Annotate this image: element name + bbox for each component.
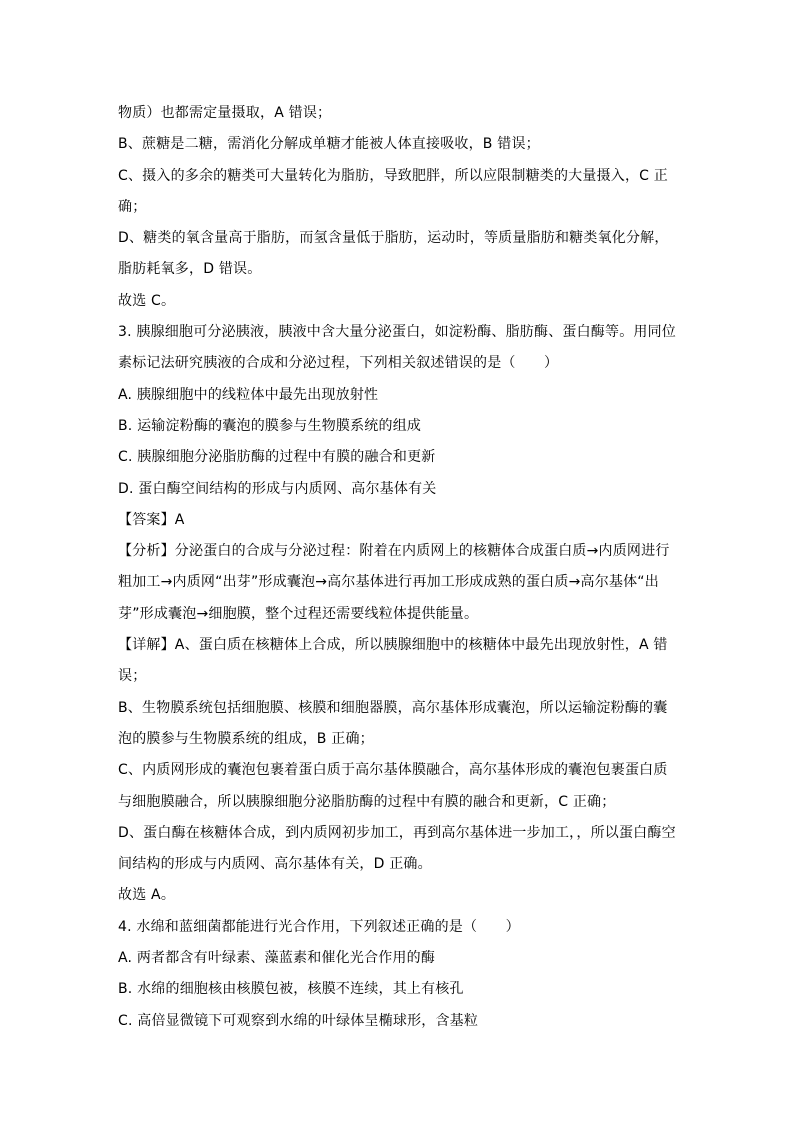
explanation-line: B、生物膜系统包括细胞膜、核膜和细胞器膜，高尔基体形成囊泡，所以运输淀粉酶的囊 — [118, 699, 668, 716]
explanation-line: 【详解】A、蛋白质在核糖体上合成，所以胰腺细胞中的核糖体中最先出现放射性，A 错 — [118, 637, 668, 654]
text-line: C、摄入的多余的糖类可大量转化为脂肪，导致肥胖，所以应限制糖类的大量摄入，C 正 — [118, 167, 668, 184]
explanation-line: 误； — [118, 668, 147, 685]
explanation-line: 间结构的形成与内质网、高尔基体有关，D 正确。 — [118, 856, 432, 873]
explanation-line: 与细胞膜融合，所以胰腺细胞分泌脂肪酶的过程中有膜的融合和更新，C 正确； — [118, 793, 616, 810]
option-c: C. 胰腺细胞分泌脂肪酶的过程中有膜的融合和更新 — [118, 449, 436, 466]
text-line: 确； — [118, 198, 147, 215]
text-line: 故选 C。 — [118, 292, 176, 309]
explanation-line: 泡的膜参与生物膜系统的组成，B 正确； — [118, 730, 374, 747]
text-line: D、糖类的氧含量高于脂肪，而氢含量低于脂肪，运动时，等质量脂肪和糖类氧化分解， — [118, 230, 669, 247]
question-stem-line: 3. 胰腺细胞可分泌胰液，胰液中含大量分泌蛋白，如淀粉酶、脂肪酶、蛋白酶等。用同位 — [118, 324, 677, 341]
option-a: A. 胰腺细胞中的线粒体中最先出现放射性 — [118, 386, 379, 403]
explanation-line: C、内质网形成的囊泡包裹着蛋白质于高尔基体膜融合，高尔基体形成的囊泡包裹蛋白质 — [118, 762, 668, 779]
option-b: B. 运输淀粉酶的囊泡的膜参与生物膜系统的组成 — [118, 417, 422, 434]
document-body — [118, 98, 680, 1037]
text-line: 脂肪耗氧多，D 错误。 — [118, 261, 262, 278]
explanation-line: D、蛋白酶在核糖体合成，到内质网初步加工，再到高尔基体进一步加工，，所以蛋白酶空 — [118, 824, 676, 841]
text-line: 物质）也都需定量摄取，A 错误； — [118, 105, 332, 121]
analysis-line: 芽”形成囊泡→细胞膜，整个过程还需要线粒体提供能量。 — [118, 605, 479, 622]
option-b: B. 水绵的细胞核由核膜包被，核膜不连续，其上有核孔 — [118, 981, 464, 998]
text-line: B、蔗糖是二糖，需消化分解成单糖才能被人体直接吸收，B 错误； — [118, 136, 540, 153]
answer-line: 【答案】A — [118, 511, 185, 528]
analysis-line: 【分析】分泌蛋白的合成与分泌过程：附着在内质网上的核糖体合成蛋白质→内质网进行 — [118, 543, 670, 560]
question-stem-line: 素标记法研究胰液的合成和分泌过程，下列相关叙述错误的是（ ） — [118, 355, 559, 372]
option-c: C. 高倍显微镜下可观察到水绵的叶绿体呈椭球形，含基粒 — [118, 1012, 479, 1029]
conclusion-line: 故选 A。 — [118, 887, 176, 904]
option-d: D. 蛋白酶空间结构的形成与内质网、高尔基体有关 — [118, 480, 437, 497]
question-stem-line: 4. 水绵和蓝细菌都能进行光合作用，下列叙述正确的是（ ） — [118, 918, 520, 935]
analysis-line: 粗加工→内质网“出芽”形成囊泡→高尔基体进行再加工形成成熟的蛋白质→高尔基体“出 — [118, 574, 659, 591]
option-a: A. 两者都含有叶绿素、藻蓝素和催化光合作用的酶 — [118, 950, 436, 967]
